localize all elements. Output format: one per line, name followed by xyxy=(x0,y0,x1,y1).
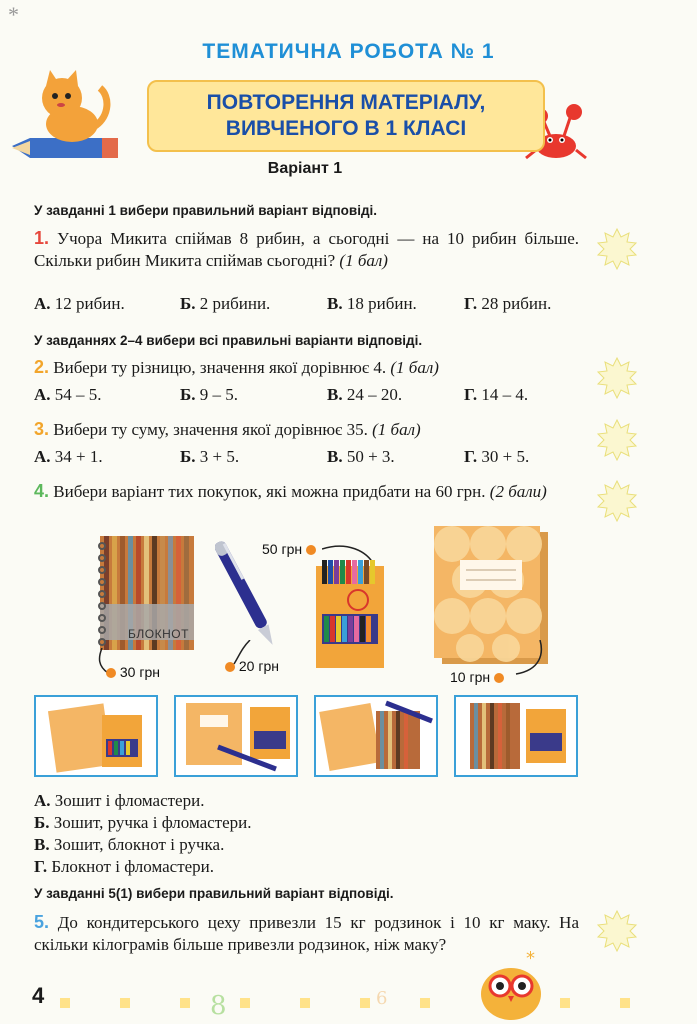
question-number: 3. xyxy=(34,419,50,439)
subtitle-line-1: ПОВТОРЕННЯ МАТЕРІАЛУ, xyxy=(206,91,486,114)
subtitle-box xyxy=(147,80,545,152)
question-4-answers xyxy=(34,790,252,878)
copybook-and-markers-image xyxy=(36,697,156,775)
footer-decoration xyxy=(0,984,697,1024)
option-a[interactable]: А. 12 рибин. xyxy=(34,294,125,313)
notebook-and-markers-image xyxy=(456,697,576,775)
copybook-notebook-pen-image xyxy=(316,697,436,775)
option-c[interactable]: В. 24 – 20. xyxy=(327,385,403,404)
option-c[interactable]: В. 18 рибин. xyxy=(327,294,417,313)
notebook-label: БЛОКНОТ xyxy=(128,627,189,641)
page-number: 4 xyxy=(32,983,45,1008)
markers-image xyxy=(314,558,386,670)
option-d[interactable]: Г. 28 рибин. xyxy=(464,294,552,313)
copybook-pen-markers-image xyxy=(176,697,296,775)
question-text: Вибери варіант тих покупок, які можна придбати на 60 грн. xyxy=(53,482,486,501)
price-dot xyxy=(106,668,116,678)
answer-thumbnail-a[interactable] xyxy=(34,695,158,777)
option-b[interactable]: Б. 3 + 5. xyxy=(180,447,240,466)
question-number: 1. xyxy=(34,228,50,248)
option-a[interactable]: А. 34 + 1. xyxy=(34,447,103,466)
instruction-task-5: У завданні 5(1) вибери правильний варіант відповіді. xyxy=(34,886,394,901)
option-d[interactable]: Г. 30 + 5. xyxy=(464,447,530,466)
question-4 xyxy=(34,480,579,503)
question-points: (2 бали) xyxy=(489,482,547,501)
option-d[interactable]: Г. 14 – 4. xyxy=(464,385,529,404)
svg-text:6: 6 xyxy=(376,988,388,1009)
answer-thumbnail-b[interactable] xyxy=(174,695,298,777)
copybook-price: 10 грн xyxy=(450,669,504,685)
answer-a[interactable]: А. Зошит і фломастери. xyxy=(34,791,205,810)
score-star-icon xyxy=(596,910,638,952)
question-number: 2. xyxy=(34,357,50,377)
question-text: Вибери ту різницю, значення якої дорівнює 4. xyxy=(53,358,387,377)
answer-b[interactable]: Б. Зошит, ручка і фломастери. xyxy=(34,813,252,832)
score-star-icon xyxy=(596,228,638,270)
question-points: (1 бал) xyxy=(372,420,421,439)
option-b[interactable]: Б. 2 рибини. xyxy=(180,294,271,313)
question-1 xyxy=(34,227,579,272)
question-3-options xyxy=(34,447,579,467)
question-number: 4. xyxy=(34,481,50,501)
score-star-icon xyxy=(596,480,638,522)
copybook-tag-line xyxy=(512,640,552,680)
price-dot xyxy=(306,545,316,555)
question-2-options xyxy=(34,385,579,405)
price-dot xyxy=(494,673,504,683)
subtitle-line-2: ВИВЧЕНОГО В 1 КЛАСІ xyxy=(225,117,467,140)
question-text: Вибери ту суму, значення якої дорівнює 35. xyxy=(53,420,368,439)
score-star-icon xyxy=(596,357,638,399)
instruction-task-1: У завданні 1 вибери правильний варіант відповіді. xyxy=(34,203,378,218)
notebook-price: 30 грн xyxy=(106,664,160,680)
answer-thumbnail-c[interactable] xyxy=(314,695,438,777)
asterisk-decor: * xyxy=(8,2,19,27)
option-c[interactable]: В. 50 + 3. xyxy=(327,447,395,466)
question-text: Учора Микита спіймав 8 рибин, а сьогодні — на 10 рибин більше. Скільки рибин Микита спіймав сьогодні? xyxy=(34,229,579,270)
answer-d[interactable]: Г. Блокнот і фломастери. xyxy=(34,857,215,876)
score-star-icon xyxy=(596,419,638,461)
owl-mascot-illustration xyxy=(476,950,546,1020)
question-text: До кондитерського цеху привезли 15 кг родзинок і 10 кг маку. На скільки кілограмів більше привезли родзинок, ніж маку? xyxy=(34,913,579,954)
price-dot xyxy=(225,662,235,672)
question-number: 5. xyxy=(34,912,50,932)
instruction-tasks-2-4: У завданнях 2–4 вибери всі правильні варіанти відповіді. xyxy=(34,333,423,348)
question-2 xyxy=(34,356,579,379)
question-points: (1 бал) xyxy=(339,251,388,270)
option-b[interactable]: Б. 9 – 5. xyxy=(180,385,238,404)
question-3 xyxy=(34,418,579,441)
svg-text:8: 8 xyxy=(210,991,227,1021)
pen-price: 20 грн xyxy=(225,658,279,674)
answer-thumbnail-d[interactable] xyxy=(454,695,578,777)
option-a[interactable]: А. 54 – 5. xyxy=(34,385,102,404)
page-title: ТЕМАТИЧНА РОБОТА № 1 xyxy=(202,40,495,63)
question-1-options xyxy=(34,294,579,314)
markers-price: 50 грн xyxy=(262,541,316,557)
variant-heading: Варіант 1 xyxy=(267,160,343,177)
cat-on-pencil-illustration xyxy=(10,66,120,166)
answer-c[interactable]: В. Зошит, блокнот і ручка. xyxy=(34,835,225,854)
question-points: (1 бал) xyxy=(390,358,439,377)
svg-text:*: * xyxy=(526,950,535,969)
